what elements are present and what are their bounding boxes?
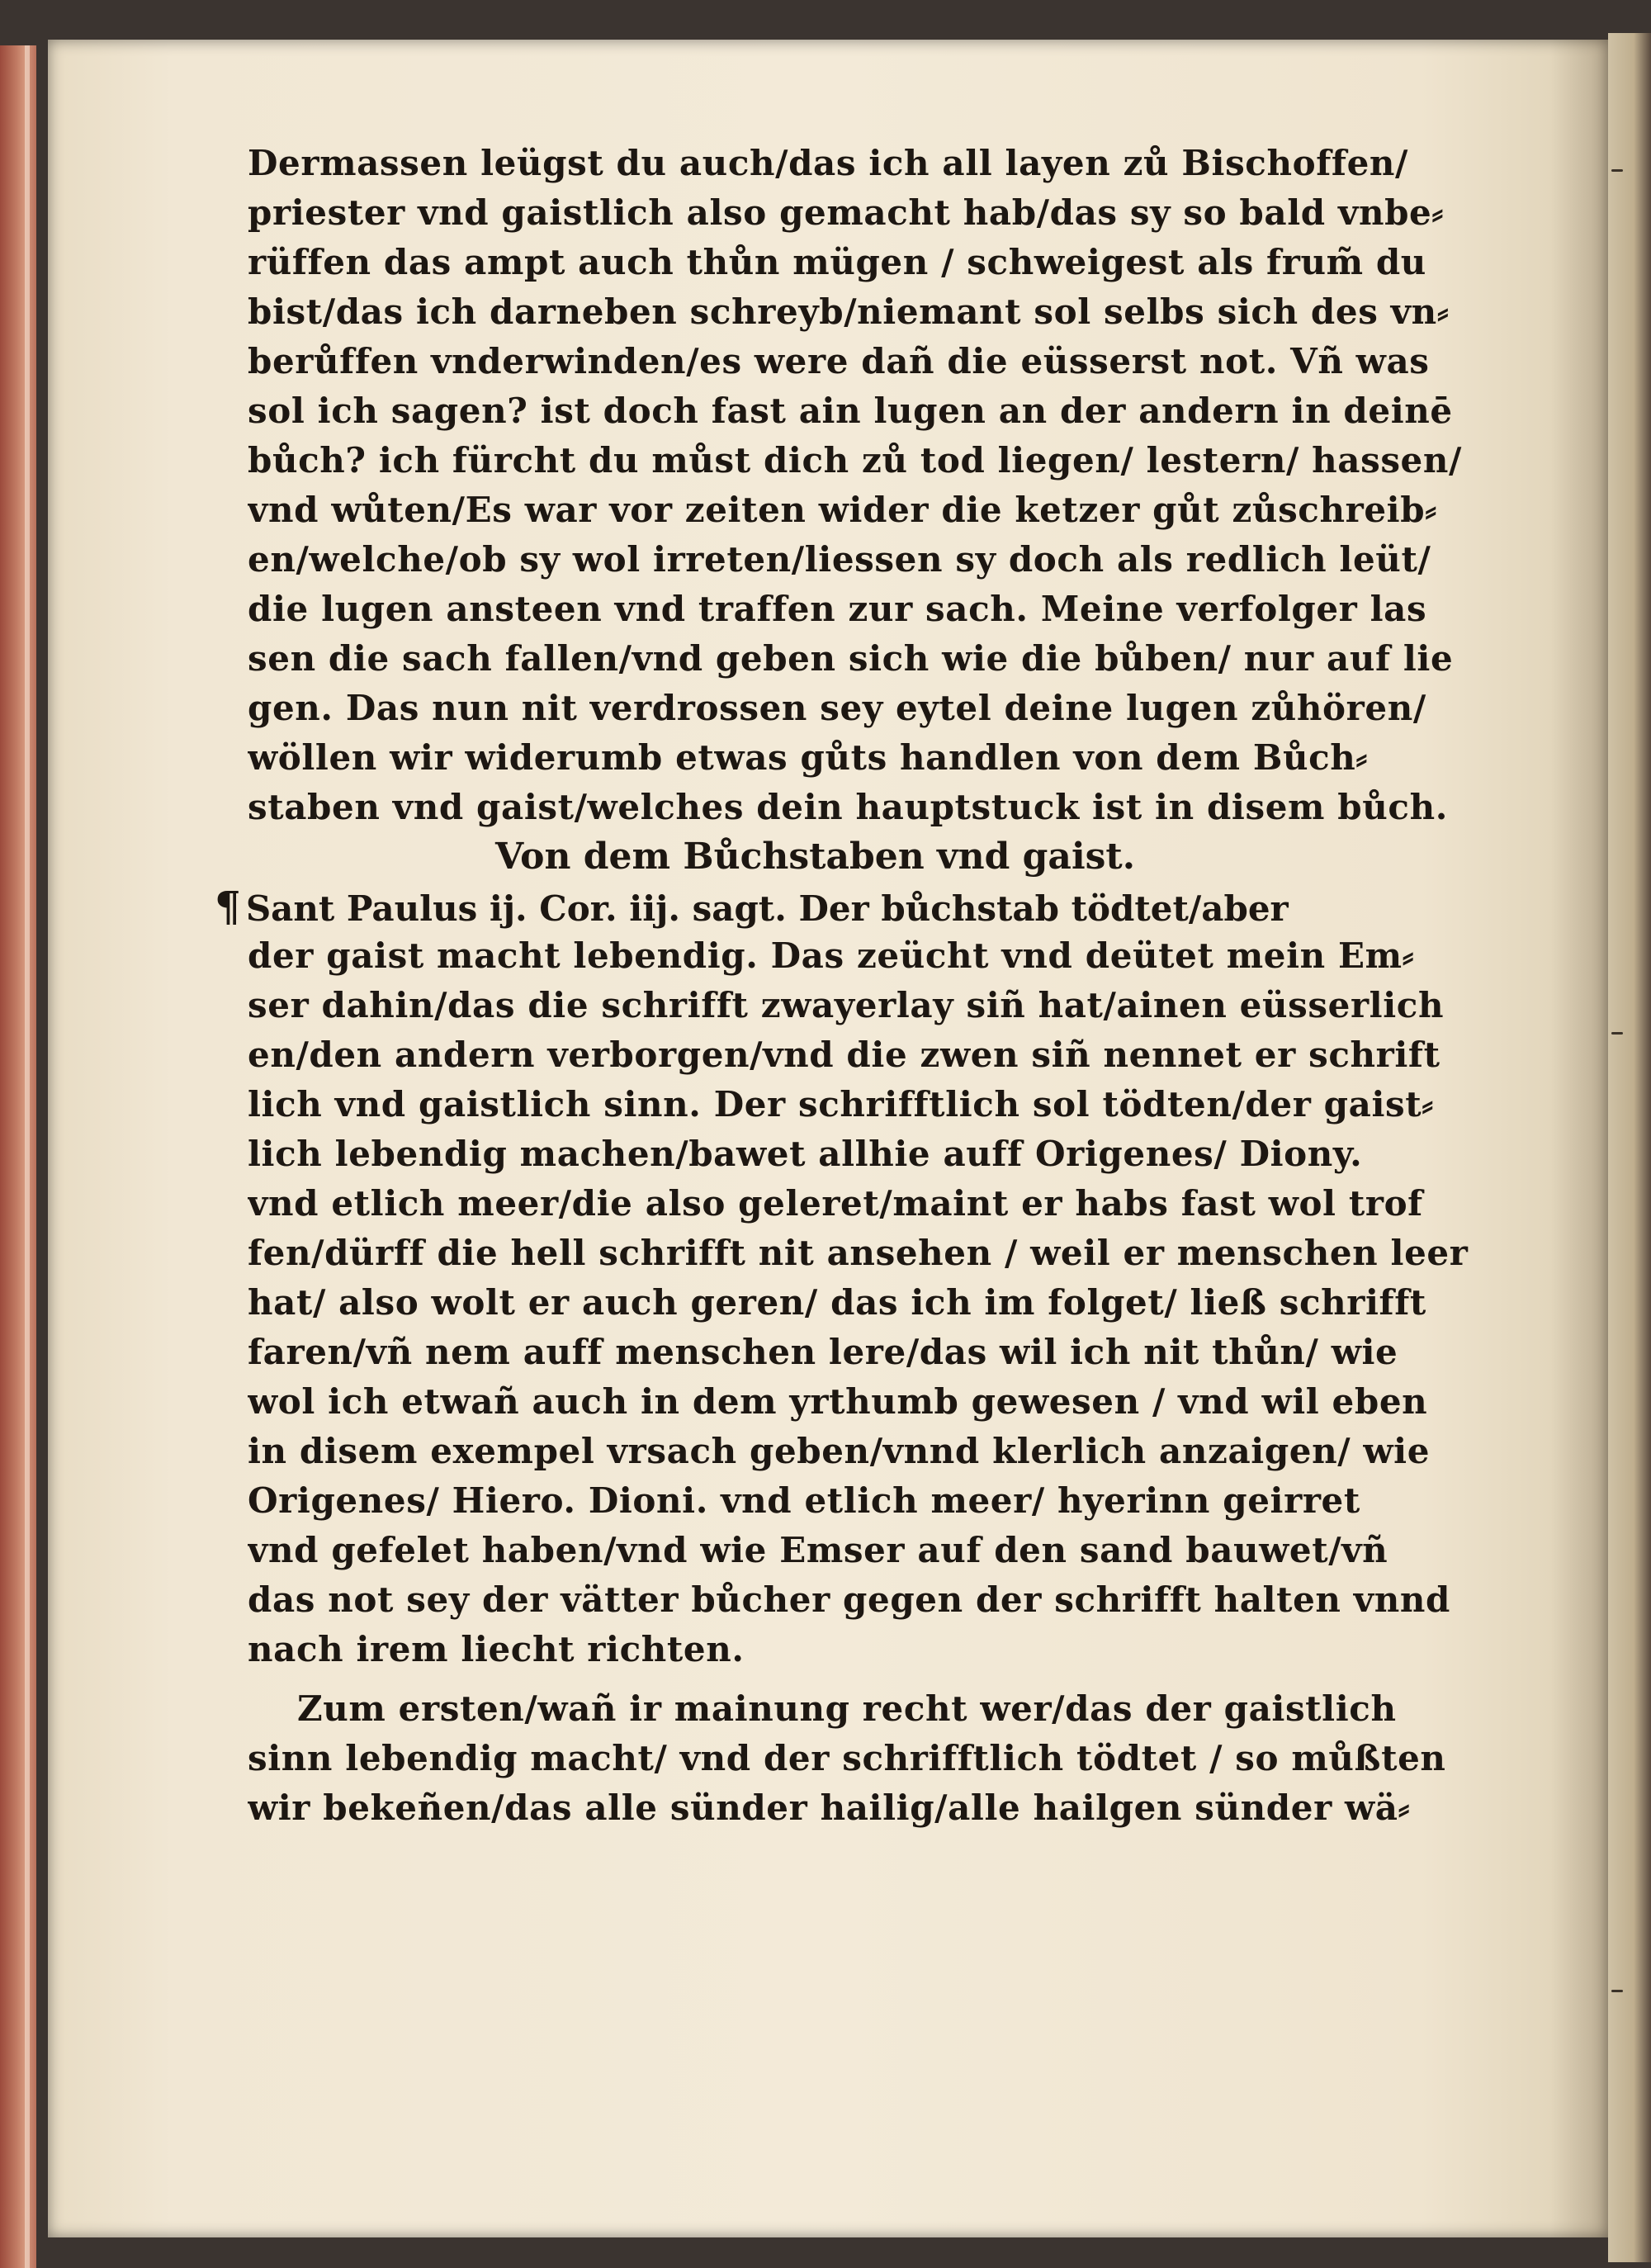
text-line: sol ich sagen? ist doch fast ain lugen an der andern in deinē <box>248 391 1453 431</box>
text-line: ser dahin/das die schrifft zwayerlay siñ hat/ainen eüsserlich <box>248 985 1445 1025</box>
text-line: Origenes/ Hiero. Dioni. vnd etlich meer/ hyerinn geirret <box>248 1480 1360 1521</box>
text-line: rüffen das ampt auch thůn mügen / schweigest als frum̃ du <box>248 242 1426 282</box>
text-line: wir bekeñen/das alle sünder hailig/alle hailgen sünder wä⸗ <box>248 1787 1411 1828</box>
text-line: vnd wůten/Es war vor zeiten wider die ketzer gůt zůschreib⸗ <box>248 490 1437 530</box>
text-line: bůch? ich fürcht du můst dich zů tod liegen/ lestern/ hassen/ <box>248 440 1462 481</box>
text-line: lich lebendig machen/bawet allhie auff Origenes/ Diony. <box>248 1134 1363 1174</box>
text-line: Sant Paulus ij. Cor. iij. sagt. Der bůchstab tödtet/aber <box>245 888 1289 929</box>
text-line: Zum ersten/wañ ir mainung recht wer/das der gaistlich <box>297 1688 1397 1729</box>
text-line: Dermassen leügst du auch/das ich all layen zů Bischoffen/ <box>248 143 1408 183</box>
paragraph-start-line <box>215 882 1478 931</box>
text-line: vnd etlich meer/die also geleret/maint er habs fast wol trof <box>248 1183 1423 1224</box>
text-line: in disem exempel vrsach geben/vnnd klerlich anzaigen/ wie <box>248 1431 1431 1471</box>
pilcrow-mark: ¶ <box>215 882 241 930</box>
text-line: faren/vñ nem auff menschen lere/das wil ich nit thůn/ wie <box>248 1332 1398 1372</box>
text-line: wöllen wir widerumb etwas gůts handlen von dem Bůch⸗ <box>248 737 1368 778</box>
page-text <box>215 139 1478 1833</box>
text-line: sen die sach fallen/vnd geben sich wie die bůben/ nur auf lie <box>248 638 1454 679</box>
text-line: priester vnd gaistlich also gemacht hab/das sy so bald vnbe⸗ <box>248 192 1444 233</box>
text-line: vnd gefelet haben/vnd wie Emser auf den sand bauwet/vñ <box>248 1530 1388 1570</box>
text-line: wol ich etwañ auch in dem yrthumb gewesen / vnd wil eben <box>248 1381 1428 1422</box>
text-line: bist/das ich darneben schreyb/niemant sol selbs sich des vn⸗ <box>248 291 1450 332</box>
text-line: der gaist macht lebendig. Das zeücht vnd deütet mein Em⸗ <box>248 935 1415 976</box>
text-line: en/welche/ob sy wol irreten/liessen sy doch als redlich leüt/ <box>248 539 1431 580</box>
text-line: das not sey der vätter bůcher gegen der schrifft halten vnnd <box>248 1579 1451 1620</box>
text-line: en/den andern verborgen/vnd die zwen siñ nennet er schrift <box>248 1035 1440 1075</box>
text-line: lich vnd gaistlich sinn. Der schrifftlich sol tödten/der gaist⸗ <box>248 1084 1434 1125</box>
page-gutter-shadow <box>1550 40 1608 2237</box>
text-line: berůffen vnderwinden/es were dañ die eüsserst not. Vñ was <box>248 341 1430 381</box>
text-line: fen/dürff die hell schrifft nit ansehen / weil er menschen leer <box>248 1233 1469 1273</box>
text-line: staben vnd gaist/welches dein hauptstuck ist in disem bůch. <box>248 787 1448 827</box>
book-cover-edge <box>0 45 36 2268</box>
text-line: hat/ also wolt er auch geren/ das ich im folget/ ließ schrifft <box>248 1282 1426 1323</box>
text-line: nach irem liecht richten. <box>248 1629 745 1669</box>
binding-stitch-mark <box>1611 169 1623 172</box>
adjacent-page-edge <box>1608 33 1651 2262</box>
paragraph-gap <box>248 1674 1478 1684</box>
text-line: die lugen ansteen vnd traffen zur sach. Meine verfolger las <box>248 589 1427 629</box>
binding-stitch-mark <box>1611 1990 1623 1992</box>
text-line: sinn lebendig macht/ vnd der schrifftlich tödtet / so můßten <box>248 1738 1446 1778</box>
text-line: gen. Das nun nit verdrossen sey eytel deine lugen zůhören/ <box>248 688 1426 728</box>
binding-stitch-mark <box>1611 1032 1623 1035</box>
section-heading: Von dem Bůchstaben vnd gaist. <box>495 836 1136 878</box>
